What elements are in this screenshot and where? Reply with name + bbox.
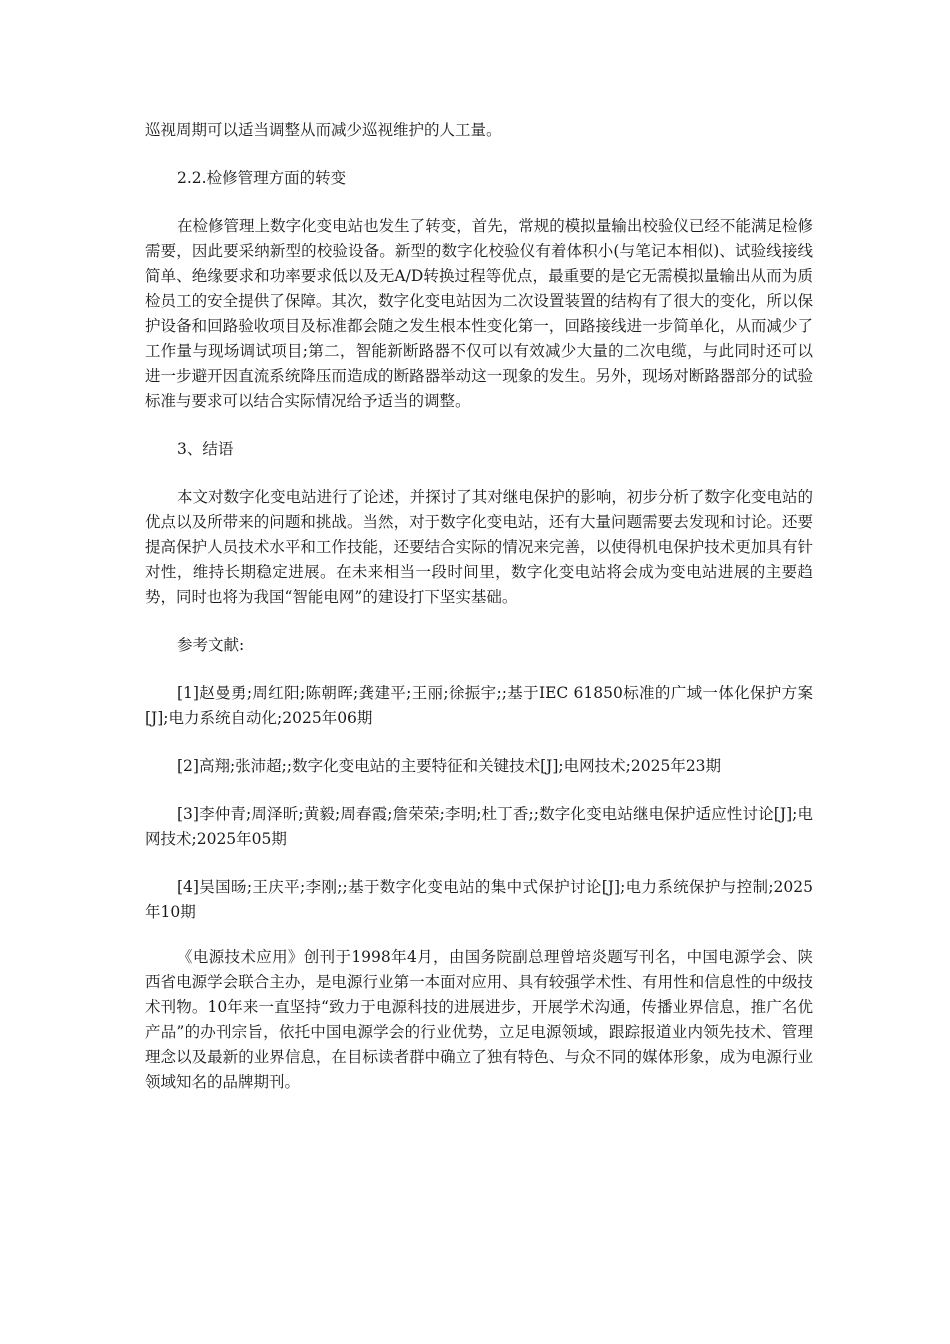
document-page: [145, 118, 813, 1095]
section-heading-2-2: 2.2.检修管理方面的转变: [177, 169, 347, 187]
section-heading-conclusion: 3、结语: [177, 440, 234, 458]
reference-item-2: [2]高翔;张沛超;;数字化变电站的主要特征和关键技术[J];电网技术;2025年23期: [177, 757, 722, 775]
reference-item-1: [1]赵曼勇;周红阳;陈朝晖;龚建平;王丽;徐振宇;;基于IEC 61850标准的广域一体化保护方案[J];电力系统自动化;2025年06期: [145, 684, 813, 727]
reference-item-3: [3]李仲青;周泽昕;黄毅;周春霞;詹荣荣;李明;杜丁香;;数字化变电站继电保护适应性讨论[J];电网技术;2025年05期: [145, 805, 813, 848]
paragraph-continuation: 巡视周期可以适当调整从而减少巡视维护的人工量。: [145, 121, 502, 139]
paragraph-maintenance: 在检修管理上数字化变电站也发生了转变，首先，常规的模拟量输出校验仪已经不能满足检修需要，因此要采纳新型的校验设备。新型的数字化校验仪有着体积小(与笔记本相似)、试验线接线简单、绝缘要求和功率要求低以及无A/D转换过程等优点，最重要的是它无需模拟量输出从而为质检员工的安全提供了保障。其次，数字化变电站因为二次设置装置的结构有了很大的变化，所以保护设备和回路验收项目及标准都会随之发生根本性变化第一，回路接线进一步简单化，从而减少了工作量与现场调试项目;第二，智能新断路器不仅可以有效减少大量的二次电缆，与此同时还可以进一步避开因直流系统降压而造成的断路器举动这一现象的发生。另外，现场对断路器部分的试验标准与要求可以结合实际情况给予适当的调整。: [145, 217, 813, 410]
reference-item-4: [4]吴国旸;王庆平;李刚;;基于数字化变电站的集中式保护讨论[J];电力系统保护与控制;2025年10期: [145, 878, 813, 921]
paragraph-journal-intro: 《电源技术应用》创刊于1998年4月，由国务院副总理曾培炎题写刊名，中国电源学会、陕西省电源学会联合主办，是电源行业第一本面对应用、具有较强学术性、有用性和信息性的中级技术刊物。10年来一直坚持“致力于电源科技的进展进步，开展学术沟通，传播业界信息，推广名优产品”的办刊宗旨，依托中国电源学会的行业优势，立足电源领域，跟踪报道业内领先技术、管理理念以及最新的业界信息，在目标读者群中确立了独有特色、与众不同的媒体形象，成为电源行业领域知名的品牌期刊。: [145, 948, 813, 1091]
paragraph-conclusion: 本文对数字化变电站进行了论述，并探讨了其对继电保护的影响，初步分析了数字化变电站的优点以及所带来的问题和挑战。当然，对于数字化变电站，还有大量问题需要去发现和讨论。还要提高保护人员技术水平和工作技能，还要结合实际的情况来完善，以使得机电保护技术更加具有针对性，维持长期稳定进展。在未来相当一段时间里，数字化变电站将会成为变电站进展的主要趋势，同时也将为我国“智能电网”的建设打下坚实基础。: [145, 488, 813, 606]
references-heading: 参考文献:: [177, 636, 245, 654]
